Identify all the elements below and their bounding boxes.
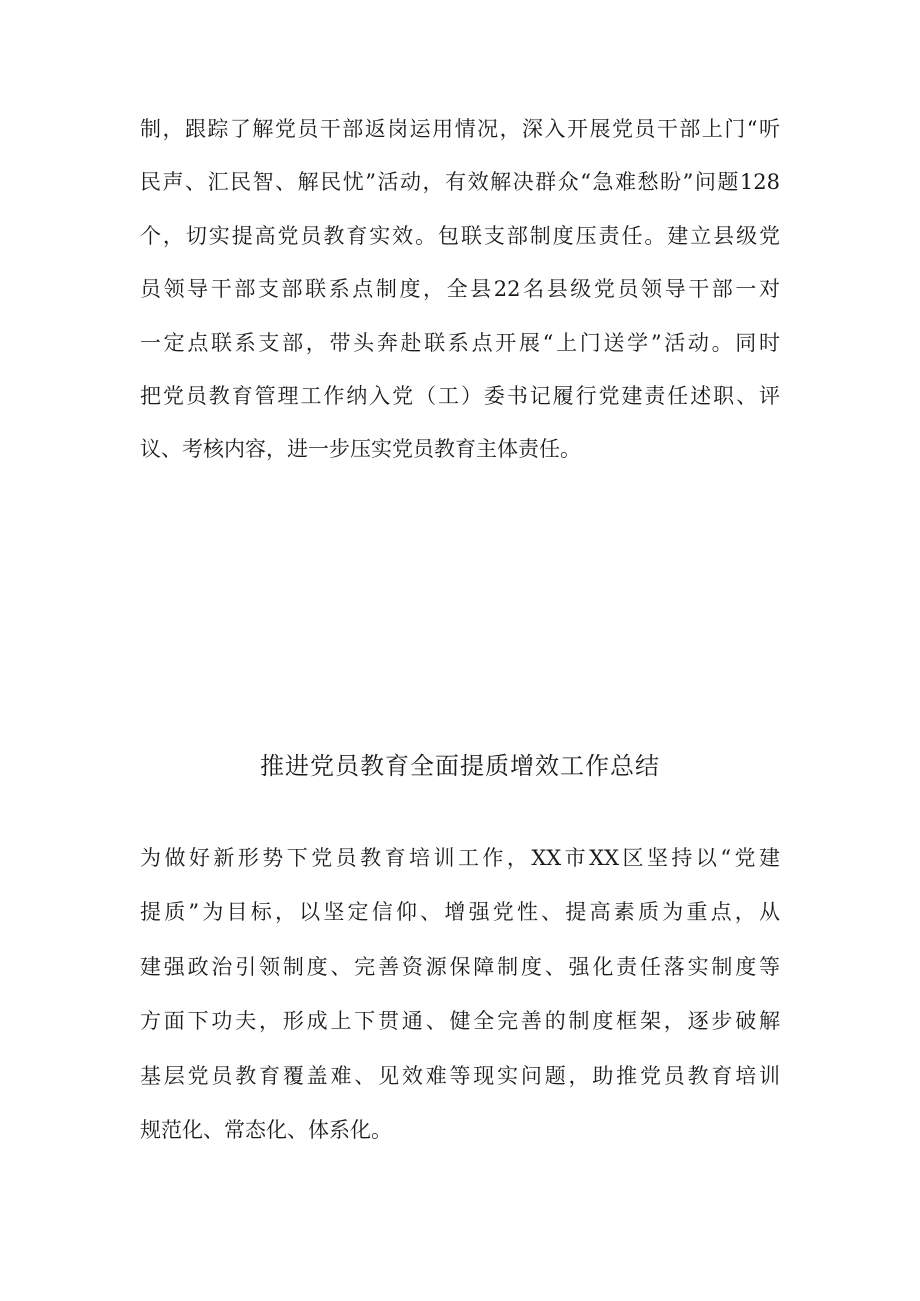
- text-line: 规范化、常态化、体系化。: [140, 1117, 392, 1142]
- text-line: 民声、汇民智、解民忧”活动，有效解决群众“急难愁盼”问题128: [140, 170, 780, 195]
- document-title: 推进党员教育全面提质增效工作总结: [260, 752, 660, 780]
- paragraph-intro: [140, 848, 780, 1141]
- text-line: 把党员教育管理工作纳入党（工）委书记履行党建责任述职、评: [140, 383, 780, 408]
- text-line: 一定点联系支部，带头奔赴联系点开展“上门送学”活动。同时: [140, 330, 780, 355]
- text-line: 建强政治引领制度、完善资源保障制度、强化责任落实制度等: [140, 954, 780, 979]
- text-line: 议、考核内容，进一步压实党员教育主体责任。: [140, 437, 581, 462]
- text-line: 基层党员教育覆盖难、见效难等现实问题，助推党员教育培训: [140, 1063, 780, 1088]
- text-line: 个，切实提高党员教育实效。包联支部制度压责任。建立县级党: [140, 223, 780, 248]
- text-line: 制，跟踪了解党员干部返岗运用情况，深入开展党员干部上门“听: [140, 117, 780, 141]
- text-line: 员领导干部支部联系点制度，全县22名县级党员领导干部一对: [140, 277, 780, 302]
- text-line: 为做好新形势下党员教育培训工作，XX市XX区坚持以“党建: [140, 846, 780, 870]
- text-line: 方面下功夫，形成上下贯通、健全完善的制度框架，逐步破解: [140, 1009, 780, 1034]
- paragraph-continued: [140, 119, 780, 460]
- text-line: 提质”为目标，以坚定信仰、增强党性、提高素质为重点，从: [140, 900, 780, 925]
